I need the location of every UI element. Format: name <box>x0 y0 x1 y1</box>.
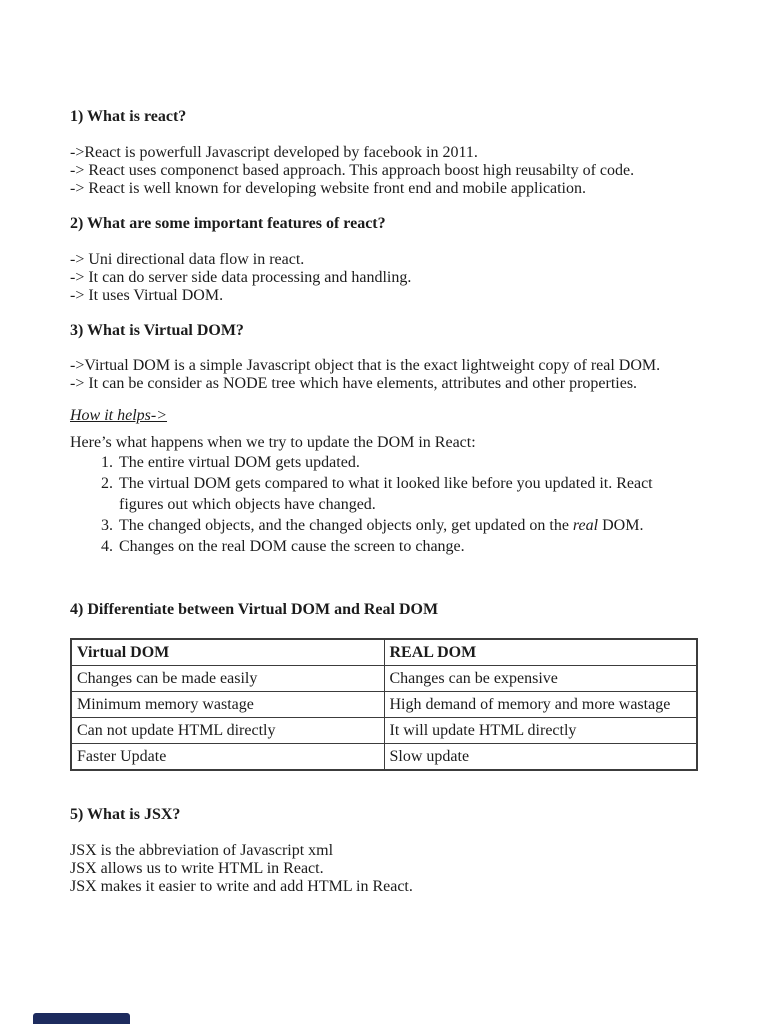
answer-line: ->Virtual DOM is a simple Javascript object that is the exact lightweight copy of real DOM. <box>70 357 661 374</box>
how-it-helps-label: How it helps-> <box>70 407 168 424</box>
table-header-row <box>71 639 697 666</box>
question-1-answer <box>70 144 700 198</box>
table-cell: Minimum memory wastage <box>71 692 384 718</box>
table-row <box>71 692 697 718</box>
table-cell: It will update HTML directly <box>384 718 697 744</box>
list-item-text: DOM. <box>598 517 644 534</box>
question-4-heading: 4) Differentiate between Virtual DOM and Real DOM <box>70 601 439 618</box>
question-2-answer <box>70 251 700 305</box>
footer-banner-fragment[interactable] <box>33 1013 130 1024</box>
list-item <box>117 473 700 515</box>
question-5-heading: 5) What is JSX? <box>70 806 181 823</box>
answer-line: -> Uni directional data flow in react. <box>70 251 305 268</box>
answer-line: JSX makes it easier to write and add HTML in React. <box>70 878 413 895</box>
document-body <box>70 108 700 896</box>
table-cell: Can not update HTML directly <box>71 718 384 744</box>
answer-line: JSX is the abbreviation of Javascript xml <box>70 842 334 859</box>
table-cell: Slow update <box>384 744 697 771</box>
question-3-heading: 3) What is Virtual DOM? <box>70 322 244 339</box>
question-2-heading: 2) What are some important features of react? <box>70 215 386 232</box>
list-item <box>117 515 700 536</box>
list-item: 4. Changes on the real DOM cause the screen to change. <box>117 536 700 557</box>
list-item: 1. The entire virtual DOM gets updated. <box>117 452 700 473</box>
answer-line: -> React is well known for developing website front end and mobile application. <box>70 180 586 197</box>
question-1-heading: 1) What is react? <box>70 108 187 125</box>
answer-line: -> React uses componenct based approach. This approach boost high reusabilty of code. <box>70 162 635 179</box>
question-5-answer <box>70 842 700 896</box>
answer-line: -> It can do server side data processing and handling. <box>70 269 412 286</box>
table-row <box>71 666 697 692</box>
table-cell: Changes can be made easily <box>71 666 384 692</box>
list-item-text: The changed objects, and the changed objects only, get updated on the <box>119 517 573 534</box>
question-3-answer <box>70 357 700 393</box>
table-cell: High demand of memory and more wastage <box>384 692 697 718</box>
table-header-virtual-dom: Virtual DOM <box>71 639 384 666</box>
table-row <box>71 718 697 744</box>
answer-line: ->React is powerfull Javascript developed by facebook in 2011. <box>70 144 478 161</box>
dom-update-steps-list <box>70 452 700 557</box>
virtual-vs-real-dom-table <box>70 638 698 771</box>
table-cell: Changes can be expensive <box>384 666 697 692</box>
answer-line: -> It uses Virtual DOM. <box>70 287 224 304</box>
answer-line: JSX allows us to write HTML in React. <box>70 860 324 877</box>
table-cell: Faster Update <box>71 744 384 771</box>
table-row <box>71 744 697 771</box>
how-it-helps-intro: Here’s what happens when we try to update the DOM in React: <box>70 434 476 451</box>
italic-word: real <box>572 517 599 534</box>
list-item-text: The virtual DOM gets compared to what it looked like before you updated it. React figures out which objects have changed. <box>119 475 653 513</box>
answer-line: -> It can be consider as NODE tree which have elements, attributes and other properties. <box>70 375 638 392</box>
table-header-real-dom: REAL DOM <box>384 639 697 666</box>
